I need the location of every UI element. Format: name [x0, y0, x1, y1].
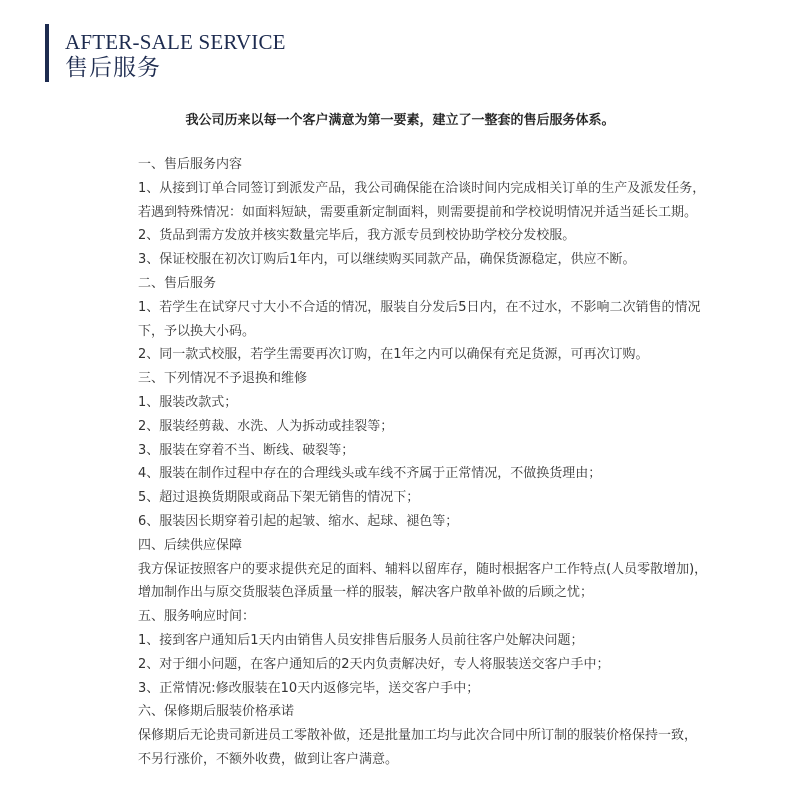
paragraph-line: 1、从接到订单合同签订到派发产品，我公司确保能在洽谈时间内完成相关订单的生产及派发任务， — [138, 180, 706, 196]
paragraph-line: 3、保证校服在初次订购后1年内，可以继续购买同款产品，确保货源稳定，供应不断。 — [138, 252, 636, 268]
paragraph-line: 1、若学生在试穿尺寸大小不合适的情况，服装自分发后5日内，在不过水，不影响二次销售的情况 — [138, 299, 701, 315]
paragraph-line: 下，予以换大小码。 — [138, 323, 256, 339]
paragraph-line: 若遇到特殊情况：如面料短缺，需要重新定制面料，则需要提前和学校说明情况并适当延长工期。 — [138, 204, 698, 220]
list-item: 4、服装在制作过程中存在的合理线头或车线不齐属于正常情况，不做换货理由； — [138, 466, 602, 482]
paragraph-line: 保修期后无论贵司新进员工零散补做，还是批量加工均与此次合同中所订制的服装价格保持一致， — [138, 728, 698, 744]
list-item: 3、正常情况:修改服装在10天内返修完毕，送交客户手中； — [138, 680, 480, 696]
list-item: 1、接到客户通知后1天内由销售人员安排售后服务人员前往客户处解决问题； — [138, 632, 584, 648]
section-heading-exclusions: 三、下列情况不予退换和维修 — [138, 371, 308, 387]
section-heading-response-time: 五、服务响应时间： — [138, 609, 256, 625]
intro-statement: 我公司历来以每一个客户满意为第一要素，建立了一整套的售后服务体系。 — [185, 113, 615, 128]
paragraph-line: 我方保证按照客户的要求提供充足的面料、辅料以留库存，随时根据客户工作特点(人员零散增加)， — [138, 561, 708, 577]
paragraph-line: 增加制作出与原交货服装色泽质量一样的服装，解决客户散单补做的后顾之忧； — [138, 585, 594, 601]
paragraph-line: 不另行涨价，不额外收费，做到让客户满意。 — [138, 751, 399, 767]
page-header — [45, 24, 286, 82]
section-heading-price-commitment: 六、保修期后服装价格承诺 — [138, 704, 295, 720]
paragraph-line: 2、货品到需方发放并核实数量完毕后，我方派专员到校协助学校分发校服。 — [138, 228, 576, 244]
header-title-zh: 售后服务 — [65, 55, 161, 81]
service-content — [138, 153, 738, 772]
list-item: 1、服装改款式； — [138, 394, 238, 410]
list-item: 3、服装在穿着不当、断线、破裂等； — [138, 442, 355, 458]
list-item: 2、对于细小问题，在客户通知后的2天内负责解决好，专人将服装送交客户手中； — [138, 656, 610, 672]
list-item: 5、超过退换货期限或商品下架无销售的情况下； — [138, 490, 420, 506]
list-item: 2、服装经剪裁、水洗、人为拆动或挂裂等； — [138, 418, 394, 434]
section-heading-supply-guarantee: 四、后续供应保障 — [138, 537, 243, 553]
section-heading-service-content: 一、售后服务内容 — [138, 157, 243, 172]
paragraph-line: 2、同一款式校服，若学生需要再次订购，在1年之内可以确保有充足货源，可再次订购。 — [138, 347, 649, 363]
list-item: 6、服装因长期穿着引起的起皱、缩水、起球、褪色等； — [138, 513, 459, 529]
header-title-en: AFTER-SALE SERVICE — [65, 30, 286, 54]
section-heading-after-sale: 二、售后服务 — [138, 275, 217, 291]
